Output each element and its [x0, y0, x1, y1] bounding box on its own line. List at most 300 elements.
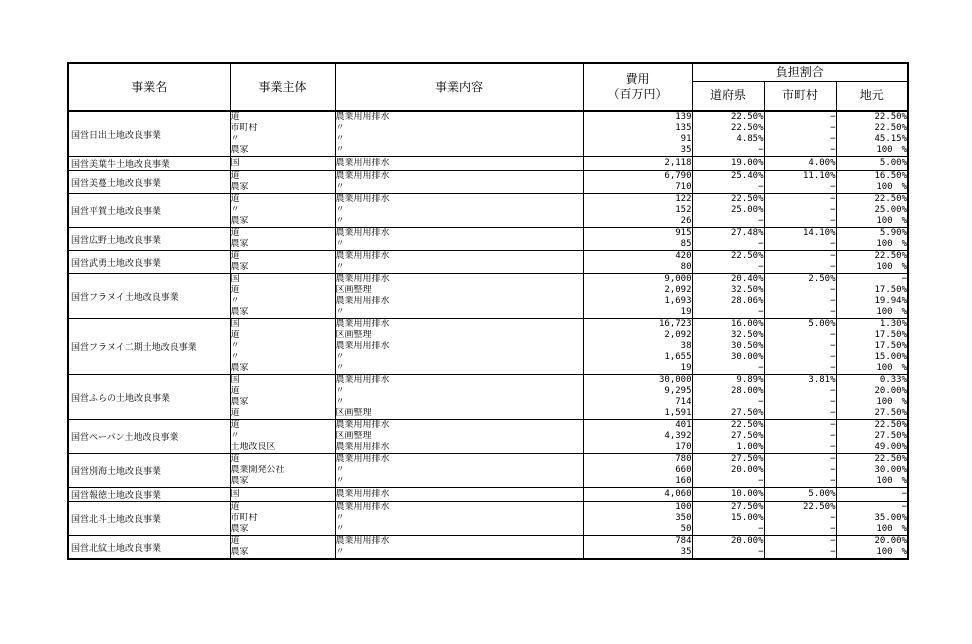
- municipality-share-line: −: [830, 363, 836, 373]
- content-line: 区画整理: [335, 330, 372, 340]
- project-name: 国営フラヌイ二期土地改良事業: [68, 319, 230, 375]
- content-line: 農業用用排水: [335, 158, 390, 168]
- local-share-line: 25.00%: [874, 205, 908, 215]
- operator-cell: [230, 488, 335, 502]
- project-row: [68, 454, 908, 488]
- cost-line: 350: [675, 513, 692, 523]
- operator-line: 〃: [230, 431, 240, 441]
- municipality-share-line: −: [830, 330, 836, 340]
- cost-line: 85: [680, 239, 692, 249]
- municipality-share-line: −: [830, 112, 836, 122]
- project-row: [68, 274, 908, 319]
- operator-cell: [230, 420, 335, 454]
- prefecture-share-line: 32.50%: [730, 330, 764, 340]
- local-share-line: 19.94%: [874, 296, 908, 306]
- municipality-share-line: −: [830, 524, 836, 534]
- municipality-share-line: −: [830, 431, 836, 441]
- local-share-line: 100 %: [876, 239, 908, 249]
- cost-cell: [583, 251, 692, 274]
- municipality-share-line: −: [830, 476, 836, 486]
- local-share-line: 20.00%: [874, 386, 908, 396]
- prefecture-share-line: 20.00%: [730, 536, 764, 546]
- operator-line: 道: [230, 536, 240, 546]
- local-share-line: 100 %: [876, 363, 908, 373]
- prefecture-share-line: −: [758, 216, 764, 226]
- municipality-share-cell: [764, 171, 836, 194]
- local-share-line: 100 %: [876, 182, 908, 192]
- content-line: 農業用用排水: [335, 454, 390, 464]
- municipality-share-cell: [764, 454, 836, 488]
- content-cell: [335, 319, 583, 375]
- operator-line: 道: [230, 171, 240, 181]
- cost-cell: [583, 171, 692, 194]
- local-share-cell: [836, 228, 908, 251]
- municipality-share-line: −: [830, 262, 836, 272]
- prefecture-share-line: −: [758, 145, 764, 155]
- header-municipality: 市町村: [764, 81, 836, 111]
- operator-line: 土地改良区: [230, 442, 276, 452]
- operator-cell: [230, 274, 335, 319]
- project-row: [68, 488, 908, 502]
- cost-line: 152: [675, 205, 692, 215]
- municipality-share-cell: [764, 488, 836, 502]
- operator-line: 農家: [230, 363, 249, 373]
- prefecture-share-line: 28.00%: [730, 386, 764, 396]
- operator-cell: [230, 319, 335, 375]
- operator-line: 道: [230, 228, 240, 238]
- header-cost-line1: 費用: [625, 72, 650, 86]
- project-name: 国営日出土地改良事業: [68, 111, 230, 157]
- municipality-share-cell: [764, 194, 836, 228]
- project-name: 国営美蔓土地改良事業: [68, 171, 230, 194]
- local-share-line: 49.00%: [874, 442, 908, 452]
- prefecture-share-line: −: [758, 363, 764, 373]
- cost-line: 91: [680, 134, 692, 144]
- local-share-line: 17.50%: [874, 330, 908, 340]
- project-name: 国営美葉牛土地改良事業: [68, 157, 230, 171]
- local-share-cell: [836, 536, 908, 560]
- prefecture-share-cell: [692, 228, 764, 251]
- operator-line: 市町村: [230, 513, 258, 523]
- content-line: 〃: [335, 123, 345, 133]
- prefecture-share-line: 22.50%: [730, 194, 764, 204]
- local-share-line: 17.50%: [874, 285, 908, 295]
- local-share-line: 20.00%: [874, 536, 908, 546]
- cost-line: 4,392: [664, 431, 692, 441]
- operator-line: 道: [230, 194, 240, 204]
- cost-line: 160: [675, 476, 692, 486]
- local-share-line: 16.50%: [874, 171, 908, 181]
- content-cell: [335, 157, 583, 171]
- local-share-line: 5.90%: [879, 228, 908, 238]
- municipality-share-cell: [764, 228, 836, 251]
- content-line: 〃: [335, 513, 345, 523]
- local-share-line: 22.50%: [874, 454, 908, 464]
- municipality-share-line: −: [830, 547, 836, 557]
- content-line: 〃: [335, 145, 345, 155]
- municipality-share-line: −: [830, 123, 836, 133]
- content-cell: [335, 502, 583, 536]
- project-name: 国営北斗土地改良事業: [68, 502, 230, 536]
- municipality-share-line: −: [830, 420, 836, 430]
- table-body: [68, 111, 908, 559]
- municipality-share-cell: [764, 251, 836, 274]
- content-line: 〃: [335, 134, 345, 144]
- content-cell: [335, 488, 583, 502]
- content-line: 農業用用排水: [335, 274, 390, 284]
- cost-cell: [583, 502, 692, 536]
- operator-cell: [230, 251, 335, 274]
- cost-line: 1,693: [664, 296, 692, 306]
- prefecture-share-line: 20.00%: [730, 465, 764, 475]
- local-share-line: 100 %: [876, 145, 908, 155]
- cost-line: 16,723: [658, 319, 692, 329]
- operator-line: 農家: [230, 239, 249, 249]
- operator-line: 国: [230, 158, 240, 168]
- prefecture-share-line: 27.50%: [730, 502, 764, 512]
- municipality-share-line: −: [830, 251, 836, 261]
- municipality-share-line: −: [830, 145, 836, 155]
- operator-cell: [230, 502, 335, 536]
- prefecture-share-line: 27.50%: [730, 408, 764, 418]
- header-share: 負担割合: [692, 63, 908, 81]
- content-line: 〃: [335, 465, 345, 475]
- prefecture-share-cell: [692, 171, 764, 194]
- local-share-cell: [836, 171, 908, 194]
- operator-line: 〃: [230, 205, 240, 215]
- content-line: 農業用用排水: [335, 536, 390, 546]
- local-share-cell: [836, 274, 908, 319]
- local-share-line: 22.50%: [874, 420, 908, 430]
- content-line: 農業用用排水: [335, 341, 390, 351]
- municipality-share-line: 4.00%: [808, 158, 836, 168]
- local-share-line: 22.50%: [874, 194, 908, 204]
- cost-line: 30,000: [658, 375, 692, 385]
- project-row: [68, 111, 908, 157]
- content-line: 〃: [335, 216, 345, 226]
- content-line: 〃: [335, 239, 345, 249]
- municipality-share-cell: [764, 375, 836, 420]
- local-share-cell: [836, 111, 908, 157]
- prefecture-share-line: 4.85%: [736, 134, 764, 144]
- local-share-line: −: [901, 274, 908, 284]
- cost-line: 2,092: [664, 285, 692, 295]
- content-line: 農業用用排水: [335, 489, 390, 499]
- municipality-share-line: 22.50%: [802, 502, 836, 512]
- cost-line: 9,295: [664, 386, 692, 396]
- local-share-line: 30.00%: [874, 465, 908, 475]
- operator-cell: [230, 375, 335, 420]
- operator-line: 農家: [230, 216, 249, 226]
- content-line: 〃: [335, 476, 345, 486]
- operator-line: 農家: [230, 397, 249, 407]
- local-share-cell: [836, 157, 908, 171]
- operator-cell: [230, 454, 335, 488]
- cost-share-table: [67, 62, 909, 560]
- local-share-line: 5.00%: [879, 158, 908, 168]
- header-content: 事業内容: [335, 63, 583, 111]
- prefecture-share-cell: [692, 319, 764, 375]
- municipality-share-line: 3.81%: [808, 375, 836, 385]
- prefecture-share-line: 22.50%: [730, 420, 764, 430]
- operator-line: 農業開発公社: [230, 465, 285, 475]
- prefecture-share-line: 1.00%: [736, 442, 764, 452]
- local-share-line: 35.00%: [874, 513, 908, 523]
- operator-line: 農家: [230, 524, 249, 534]
- operator-line: 道: [230, 112, 240, 122]
- prefecture-share-line: 25.00%: [730, 205, 764, 215]
- header-cost-line2: （百万円）: [607, 87, 668, 101]
- cost-line: 780: [675, 454, 692, 464]
- cost-line: 170: [675, 442, 692, 452]
- prefecture-share-line: −: [758, 397, 764, 407]
- operator-line: 農家: [230, 145, 249, 155]
- content-line: 〃: [335, 205, 345, 215]
- header-project-name: 事業名: [68, 63, 230, 111]
- municipality-share-line: 14.10%: [802, 228, 836, 238]
- cost-line: 420: [675, 251, 692, 261]
- operator-cell: [230, 111, 335, 157]
- local-share-line: −: [901, 489, 908, 499]
- municipality-share-cell: [764, 319, 836, 375]
- project-row: [68, 319, 908, 375]
- local-share-cell: [836, 319, 908, 375]
- local-share-cell: [836, 420, 908, 454]
- prefecture-share-line: −: [758, 524, 764, 534]
- prefecture-share-cell: [692, 420, 764, 454]
- prefecture-share-line: −: [758, 239, 764, 249]
- operator-line: 農家: [230, 262, 249, 272]
- municipality-share-line: 5.00%: [808, 489, 836, 499]
- prefecture-share-line: 9.89%: [736, 375, 764, 385]
- prefecture-share-line: 32.50%: [730, 285, 764, 295]
- municipality-share-cell: [764, 157, 836, 171]
- cost-line: 6,790: [664, 171, 692, 181]
- cost-cell: [583, 375, 692, 420]
- cost-line: 660: [675, 465, 692, 475]
- content-cell: [335, 454, 583, 488]
- project-name: 国営別海土地改良事業: [68, 454, 230, 488]
- prefecture-share-line: 27.50%: [730, 454, 764, 464]
- cost-cell: [583, 274, 692, 319]
- content-line: 〃: [335, 307, 345, 317]
- content-line: 区画整理: [335, 431, 372, 441]
- municipality-share-line: −: [830, 454, 836, 464]
- local-share-line: 27.50%: [874, 408, 908, 418]
- operator-cell: [230, 194, 335, 228]
- content-cell: [335, 420, 583, 454]
- content-line: 農業用用排水: [335, 228, 390, 238]
- cost-cell: [583, 536, 692, 560]
- local-share-line: 100 %: [876, 216, 908, 226]
- content-line: 農業用用排水: [335, 251, 390, 261]
- municipality-share-line: 2.50%: [808, 274, 836, 284]
- content-line: 〃: [335, 547, 345, 557]
- operator-cell: [230, 536, 335, 560]
- content-line: 農業用用排水: [335, 296, 390, 306]
- operator-line: 国: [230, 319, 240, 329]
- prefecture-share-line: 19.00%: [730, 158, 764, 168]
- project-row: [68, 375, 908, 420]
- operator-line: 道: [230, 251, 240, 261]
- local-share-line: 100 %: [876, 524, 908, 534]
- prefecture-share-line: −: [758, 182, 764, 192]
- cost-line: 35: [680, 145, 692, 155]
- municipality-share-cell: [764, 502, 836, 536]
- cost-line: 80: [680, 262, 692, 272]
- prefecture-share-line: 22.50%: [730, 123, 764, 133]
- cost-line: 710: [675, 182, 692, 192]
- operator-line: 〃: [230, 134, 240, 144]
- prefecture-share-line: 15.00%: [730, 513, 764, 523]
- municipality-share-line: −: [830, 513, 836, 523]
- local-share-cell: [836, 375, 908, 420]
- content-line: 〃: [335, 397, 345, 407]
- municipality-share-line: −: [830, 408, 836, 418]
- cost-line: 2,118: [664, 158, 692, 168]
- prefecture-share-line: 16.00%: [730, 319, 764, 329]
- local-share-line: 100 %: [876, 262, 908, 272]
- local-share-cell: [836, 502, 908, 536]
- municipality-share-line: −: [830, 341, 836, 351]
- cost-cell: [583, 194, 692, 228]
- content-line: 農業用用排水: [335, 502, 390, 512]
- municipality-share-line: −: [830, 296, 836, 306]
- project-name: 国営広野土地改良事業: [68, 228, 230, 251]
- header-local: 地元: [836, 81, 908, 111]
- prefecture-share-line: 27.50%: [730, 431, 764, 441]
- content-line: 農業用用排水: [335, 194, 390, 204]
- prefecture-share-line: −: [758, 547, 764, 557]
- project-row: [68, 157, 908, 171]
- operator-line: 道: [230, 330, 240, 340]
- municipality-share-line: −: [830, 194, 836, 204]
- operator-cell: [230, 157, 335, 171]
- cost-line: 1,591: [664, 408, 692, 418]
- content-line: 農業用用排水: [335, 420, 390, 430]
- header-prefecture: 道府県: [692, 81, 764, 111]
- operator-cell: [230, 228, 335, 251]
- operator-line: 国: [230, 375, 240, 385]
- operator-cell: [230, 171, 335, 194]
- local-share-line: 22.50%: [874, 251, 908, 261]
- municipality-share-cell: [764, 420, 836, 454]
- prefecture-share-line: 30.00%: [730, 352, 764, 362]
- operator-line: 農家: [230, 547, 249, 557]
- cost-line: 135: [675, 123, 692, 133]
- municipality-share-line: −: [830, 536, 836, 546]
- content-cell: [335, 111, 583, 157]
- content-line: 〃: [335, 352, 345, 362]
- operator-line: 国: [230, 274, 240, 284]
- project-name: 国営武勇土地改良事業: [68, 251, 230, 274]
- prefecture-share-line: 22.50%: [730, 251, 764, 261]
- operator-line: 道: [230, 408, 240, 418]
- cost-line: 38: [680, 341, 692, 351]
- cost-line: 784: [675, 536, 692, 546]
- cost-cell: [583, 157, 692, 171]
- prefecture-share-line: −: [758, 476, 764, 486]
- municipality-share-line: 5.00%: [808, 319, 836, 329]
- municipality-share-line: −: [830, 307, 836, 317]
- prefecture-share-line: 25.40%: [730, 171, 764, 181]
- content-line: 〃: [335, 182, 345, 192]
- content-line: 〃: [335, 363, 345, 373]
- prefecture-share-cell: [692, 111, 764, 157]
- local-share-line: 17.50%: [874, 341, 908, 351]
- cost-cell: [583, 228, 692, 251]
- municipality-share-line: 11.10%: [802, 171, 836, 181]
- content-cell: [335, 194, 583, 228]
- prefecture-share-cell: [692, 157, 764, 171]
- project-row: [68, 251, 908, 274]
- content-line: 〃: [335, 524, 345, 534]
- project-row: [68, 171, 908, 194]
- content-line: 農業用用排水: [335, 375, 390, 385]
- operator-line: 〃: [230, 352, 240, 362]
- local-share-line: 27.50%: [874, 431, 908, 441]
- operator-line: 〃: [230, 341, 240, 351]
- content-line: 〃: [335, 262, 345, 272]
- operator-line: 国: [230, 489, 240, 499]
- municipality-share-line: −: [830, 386, 836, 396]
- cost-cell: [583, 488, 692, 502]
- project-name: 国営ペーパン土地改良事業: [68, 420, 230, 454]
- prefecture-share-cell: [692, 502, 764, 536]
- operator-line: 道: [230, 502, 240, 512]
- project-row: [68, 502, 908, 536]
- operator-line: 農家: [230, 307, 249, 317]
- operator-line: 道: [230, 386, 240, 396]
- local-share-line: 45.15%: [874, 134, 908, 144]
- municipality-share-line: −: [830, 216, 836, 226]
- cost-cell: [583, 111, 692, 157]
- cost-line: 9,000: [664, 274, 692, 284]
- prefecture-share-cell: [692, 375, 764, 420]
- prefecture-share-cell: [692, 274, 764, 319]
- content-line: 農業用用排水: [335, 319, 390, 329]
- project-row: [68, 228, 908, 251]
- content-cell: [335, 171, 583, 194]
- prefecture-share-cell: [692, 536, 764, 560]
- prefecture-share-cell: [692, 251, 764, 274]
- cost-cell: [583, 454, 692, 488]
- cost-line: 4,060: [664, 489, 692, 499]
- prefecture-share-line: 10.00%: [730, 489, 764, 499]
- municipality-share-line: −: [830, 239, 836, 249]
- content-line: 農業用用排水: [335, 112, 390, 122]
- prefecture-share-line: 22.50%: [730, 112, 764, 122]
- content-line: 区画整理: [335, 285, 372, 295]
- prefecture-share-cell: [692, 454, 764, 488]
- cost-line: 26: [680, 216, 692, 226]
- content-cell: [335, 251, 583, 274]
- prefecture-share-line: −: [758, 262, 764, 272]
- municipality-share-line: −: [830, 397, 836, 407]
- local-share-line: 1.30%: [879, 319, 908, 329]
- local-share-line: 100 %: [876, 307, 908, 317]
- project-row: [68, 194, 908, 228]
- cost-line: 139: [675, 112, 692, 122]
- prefecture-share-line: 28.06%: [730, 296, 764, 306]
- cost-line: 915: [675, 228, 692, 238]
- cost-line: 2,092: [664, 330, 692, 340]
- municipality-share-cell: [764, 536, 836, 560]
- content-cell: [335, 536, 583, 560]
- local-share-line: 100 %: [876, 547, 908, 557]
- cost-line: 100: [675, 502, 692, 512]
- local-share-line: 0.33%: [879, 375, 908, 385]
